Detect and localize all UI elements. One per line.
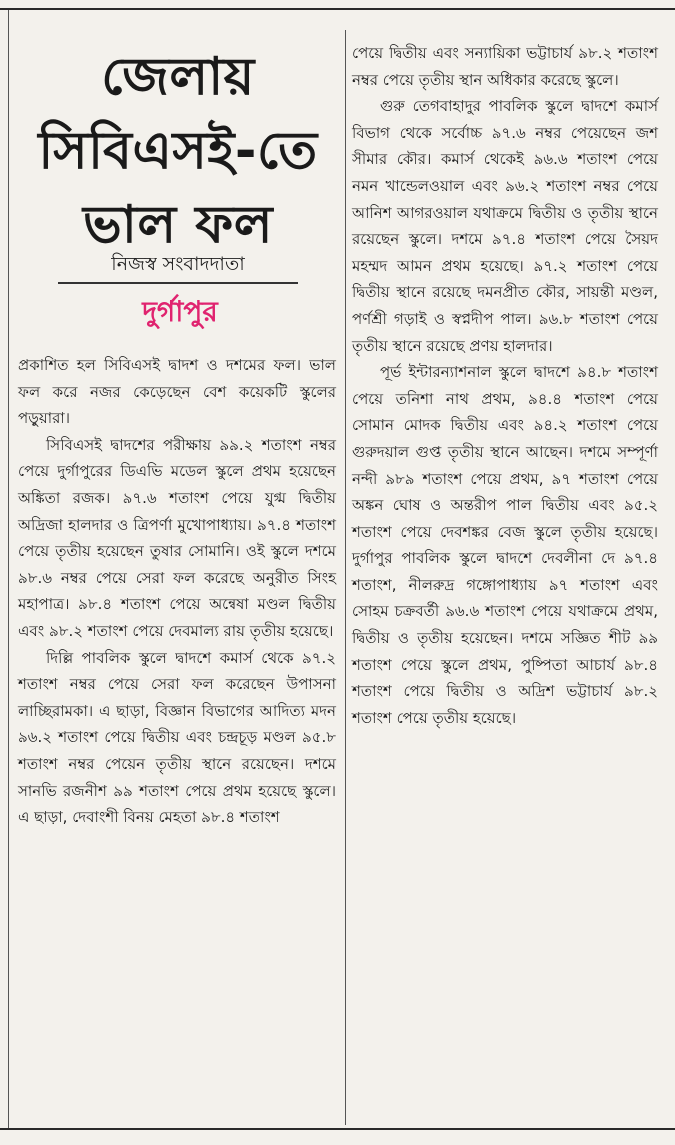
article-column-right bbox=[352, 40, 658, 731]
article-column-left bbox=[18, 352, 336, 831]
paragraph: প্রকাশিত হল সিবিএসই দ্বাদশ ও দশমের ফল। ভাল ফল করে নজর কেড়েছেন বেশ কয়েকটি স্কুলের পড়ুয়ারা। bbox=[18, 356, 336, 428]
bottom-rule bbox=[0, 1128, 675, 1130]
headline-line-3: ভাল ফল bbox=[83, 195, 273, 255]
headline-line-1: জেলায় bbox=[101, 47, 255, 107]
left-border bbox=[8, 10, 9, 1128]
column-separator bbox=[345, 30, 346, 1125]
headline-block bbox=[18, 40, 338, 262]
paragraph: পেয়ে দ্বিতীয় এবং সন্যায়িকা ভট্টাচার্য ৯৮.২ শতাংশ নম্বর পেয়ে তৃতীয় স্থান অধিকার করেছে স্কুলে। bbox=[352, 44, 658, 89]
paragraph: দিল্লি পাবলিক স্কুলে দ্বাদশে কমার্স থেকে ৯৭.২ শতাংশ নম্বর পেয়ে সেরা ফল করেছেন উপাসনা লাচ্ছিরামকা। এ ছাড়া, বিজ্ঞান বিভাগের আদিত্য মদন ৯৬.২ শতাংশ পেয়ে দ্বিতীয় এবং চন্দ্রচূড় মণ্ডল ৯৫.৮ শতাংশ নম্বর পেয়েন তৃতীয় স্থানে রয়েছেন। দশমে সানভি রজনীশ ৯৯ শতাংশ পেয়ে প্রথম হয়েছে স্কুলে। এ ছাড়া, দেবাংশী বিনয় মেহতা ৯৮.৪ শতাংশ bbox=[18, 648, 336, 827]
headline-line-2: সিবিএসই-তে bbox=[38, 121, 318, 181]
top-rule bbox=[0, 8, 675, 10]
paragraph: পূর্ভ ইন্টারন্যাশনাল স্কুলে দ্বাদশে ৯৪.৮ শতাংশ পেয়ে তনিশা নাথ প্রথম, ৯৪.৪ শতাংশ পেয়ে সোমান মোদক দ্বিতীয় এবং ৯৪.২ শতাংশ পেয়ে গুরুদয়াল গুপ্ত তৃতীয় স্থানে আছেন। দশমে সম্পূর্ণা নন্দী ৯৮৯ শতাংশ পেয়ে প্রথম, ৯৭ শতাংশ পেয়ে অঙ্কন ঘোষ ও অন্তরীপ পাল দ্বিতীয় এবং ৯৫.২ শতাংশ পেয়ে দেবশঙ্কর বেজ স্কুলে তৃতীয় হয়েছে। দুর্গাপুর পাবলিক স্কুলে দ্বাদশে দেবলীনা দে ৯৭.৪ শতাংশ, নীলরুদ্র গঙ্গোপাধ্যায় ৯৭ শতাংশ এবং সোহম চক্রবর্তী ৯৬.৬ শতাংশ পেয়ে যথাক্রমে প্রথম, দ্বিতীয় ও তৃতীয় হয়েছেন। দশমে সজ্ঞিত শীট ৯৯ শতাংশ পেয়ে স্কুলে প্রথম, পুষ্পিতা আচার্য ৯৮.৪ শতাংশ পেয়ে দ্বিতীয় ও অদ্রিশ ভট্টাচার্য ৯৮.২ শতাংশ পেয়ে তৃতীয় হয়েছে। bbox=[352, 363, 658, 727]
paragraph: সিবিএসই দ্বাদশের পরীক্ষায় ৯৯.২ শতাংশ নম্বর পেয়ে দুর্গাপুরের ডিএভি মডেল স্কুলে প্রথম হয়েছেন অঙ্কিতা রজক। ৯৭.৬ শতাংশ পেয়ে যুগ্ম দ্বিতীয় অদ্রিজা হালদার ও ত্রিপর্ণা মুখোপাধ্যায়। ৯৭.৪ শতাংশ পেয়ে তৃতীয় হয়েছেন তুষার সোমানি। ওই স্কুলে দশমে ৯৮.৬ নম্বর পেয়ে সেরা ফল করেছে অনুরীত সিংহ মহাপাত্র। ৯৮.৪ শতাংশ পেয়ে অন্বেষা মণ্ডল দ্বিতীয় এবং ৯৮.২ শতাংশ পেয়ে দেবমাল্য রায় তৃতীয় হয়েছে। bbox=[18, 435, 336, 640]
paragraph: গুরু তেগবাহাদুর পাবলিক স্কুলে দ্বাদশে কমার্স বিভাগ থেকে সর্বোচ্চ ৯৭.৬ নম্বর পেয়েছেন জশ সীমার কৌর। কমার্স থেকেই ৯৬.৬ শতাংশ পেয়ে নমন খান্ডেলওয়াল এবং ৯৬.২ শতাংশ নম্বর পেয়ে আনিশ আগরওয়াল যথাক্রমে দ্বিতীয় ও তৃতীয় স্থানে রয়েছেন স্কুলে। দশমে ৯৭.৪ শতাংশ পেয়ে সৈয়দ মহম্মদ আমন প্রথম হয়েছে। ৯৭.২ শতাংশ পেয়ে দ্বিতীয় স্থানে রয়েছে দমনপ্রীত কৌর, সায়ন্তী মণ্ডল, পর্ণশ্রী গড়াই ও স্বপ্নদীপ পাল। ৯৬.৮ শতাংশ পেয়ে তৃতীয় স্থানে রয়েছে প্রণয় হালদার। bbox=[352, 97, 658, 355]
dateline-location: দুর্গাপুর bbox=[142, 295, 218, 328]
byline: নিজস্ব সংবাদদাতা bbox=[58, 250, 298, 284]
